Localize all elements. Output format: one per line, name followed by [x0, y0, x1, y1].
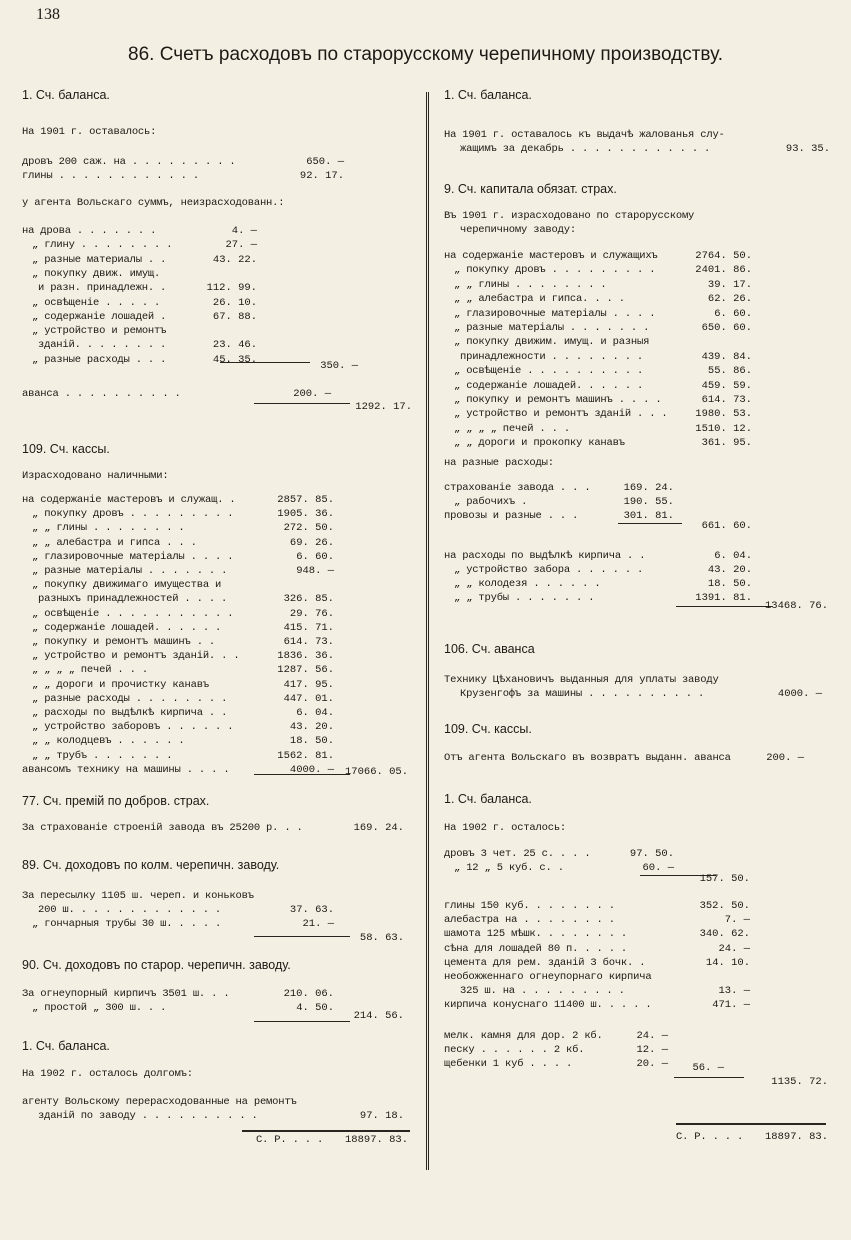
ledger-label: „ „ „ „ печей . . . — [32, 664, 148, 677]
section-intro: Израсходовано наличными: — [22, 470, 169, 482]
ledger-amount: 7. — — [724, 914, 750, 927]
sum-label: С. Р. . . . — [256, 1134, 324, 1146]
ledger-label: „ „ колодцевъ . . . . . . — [32, 735, 185, 748]
ledger-label: Технику Цѣхановичъ выданныя для уплаты заводу — [444, 674, 719, 686]
ledger-amount: 67. 88. — [212, 310, 257, 323]
ledger-amount: 1510. 12. — [695, 422, 752, 435]
ledger-amount: 55. 86. — [707, 365, 752, 378]
section-heading: 109. Сч. кассы. — [444, 722, 532, 736]
ledger-label: „ „ трубъ . . . . . . . — [32, 749, 173, 762]
ledger-label: алебастра на . . . . . . . . — [444, 914, 615, 927]
ledger-label: разныхъ принадлежностей . . . . — [38, 593, 228, 606]
ledger-label: „ рабочихъ . — [454, 496, 528, 508]
sum-label: С. Р. . . . — [676, 1131, 744, 1143]
ledger-label: „ „ алебастра и гипса. . . . — [454, 293, 625, 306]
sum-rule — [242, 1130, 410, 1132]
ledger-amount: 326. 85. — [283, 593, 334, 606]
subtotal-rule — [674, 1077, 744, 1078]
ledger-label: „ „ трубы . . . . . . . — [454, 592, 595, 604]
ledger-label: глины 150 куб. . . . . . . . — [444, 900, 615, 912]
ledger-amount: 650. 60. — [701, 322, 752, 334]
ledger-label: „ разные расходы . . . — [32, 353, 167, 366]
section-heading: 109. Сч. кассы. — [22, 442, 110, 456]
ledger-label: цемента для рем. зданій 3 бочк. . — [444, 956, 646, 969]
ledger-amount: 4. — — [231, 225, 257, 237]
ledger-label: За пересылку 1105 ш. череп. и коньковъ — [22, 890, 254, 902]
ledger-amount: 650. — — [306, 156, 344, 168]
ledger-label: „ глазировочные матеріалы . . . . — [32, 550, 234, 563]
ledger-amount: 18. 50. — [289, 735, 334, 748]
ledger-amount: 361. 95. — [701, 437, 752, 450]
section-intro: Въ 1901 г. израсходовано по старорусскому — [444, 210, 695, 222]
ledger-label: „ освѣщеніе . . . . . . . . . . . — [32, 607, 234, 620]
ledger-label: „ покупку дровъ . . . . . . . . . — [454, 264, 656, 277]
section-intro: на разные расходы: — [444, 457, 554, 469]
ledger-label: на содержаніе мастеровъ и служащ. . — [22, 494, 236, 506]
ledger-amount: 93. 35. — [785, 143, 830, 155]
ledger-label: „ устройство и ремонтъ зданій . . . — [454, 408, 668, 421]
ledger-amount: 92. 17. — [299, 170, 344, 182]
ledger-label: „ покупку дровъ . . . . . . . . . — [32, 508, 234, 521]
section-total: 17066. 05. — [344, 766, 408, 778]
sum-rule — [676, 1123, 826, 1125]
ledger-amount: 439. 84. — [701, 350, 752, 363]
section-heading: 1. Сч. баланса. — [22, 88, 110, 102]
ledger-label: сѣна для лошадей 80 п. . . . . — [444, 942, 628, 955]
section-total: 1135. 72. — [771, 1076, 828, 1088]
section-total: 214. 56. — [353, 1010, 404, 1022]
section-heading: 89. Сч. доходовъ по колм. черепичн. заводу. — [22, 858, 280, 872]
ledger-amount: 60. — — [642, 862, 674, 874]
section-intro: черепичному заводу: — [460, 224, 576, 236]
ledger-amount: 43. 20. — [707, 564, 752, 576]
ledger-label: провозы и разные . . . — [444, 510, 579, 522]
ledger-label: на дрова . . . . . . . — [22, 225, 157, 237]
ledger-label: Крузенгофъ за машины . . . . . . . . . . — [460, 688, 705, 700]
ledger-amount: 169. 24. — [353, 822, 404, 834]
ledger-amount: 415. 71. — [283, 621, 334, 634]
ledger-label: зданій по заводу . . . . . . . . . . — [38, 1110, 258, 1122]
ledger-label: „ расходы по выдѣлкѣ кирпича . . — [32, 707, 228, 719]
ledger-amount: 614. 73. — [283, 636, 334, 648]
ledger-amount: 6. 04. — [296, 707, 334, 719]
ledger-label: За огнеупорный кирпичъ 3501 ш. . . — [22, 988, 230, 1000]
ledger-amount: 169. 24. — [623, 482, 674, 494]
ledger-label: щебенки 1 куб . . . . — [444, 1058, 573, 1070]
ledger-amount: 4000. — — [289, 763, 334, 776]
ledger-label: „ „ глины . . . . . . . . — [454, 278, 607, 291]
ledger-label: Отъ агента Вольскаго въ возвратъ выданн. аванса — [444, 752, 731, 764]
ledger-amount: 6. 60. — [296, 550, 334, 563]
ledger-label: „ „ колодезя . . . . . . — [454, 578, 601, 590]
ledger-amount: 14. 10. — [705, 956, 750, 969]
ledger-label: „ гончарныя трубы 30 ш. . . . . — [32, 918, 222, 930]
ledger-amount: 614. 73. — [701, 394, 752, 406]
ledger-label: „ разные материалы . . — [32, 253, 167, 266]
ledger-label: глины . . . . . . . . . . . . — [22, 170, 199, 182]
ledger-amount: 2857. 85. — [277, 494, 334, 506]
ledger-amount: 352. 50. — [699, 900, 750, 912]
ledger-amount: 112. 99. — [206, 282, 257, 295]
ledger-label: „ „ глины . . . . . . . . — [32, 522, 185, 535]
ledger-amount: 24. — — [636, 1030, 668, 1042]
ledger-label: „ „ дороги и прочистку канавъ — [32, 678, 209, 691]
ledger-label: „ устройство и ремонтъ — [32, 325, 167, 338]
section-heading: 1. Сч. баланса. — [444, 792, 532, 806]
ledger-amount: 69. 26. — [289, 536, 334, 549]
ledger-amount: 1287. 56. — [277, 664, 334, 677]
ledger-amount: 6. 60. — [714, 307, 752, 320]
ledger-amount: 20. — — [636, 1058, 668, 1070]
ledger-label: агенту Вольскому перерасходованные на ремонтъ — [22, 1096, 297, 1108]
ledger-label: на содержаніе мастеровъ и служащихъ — [444, 250, 658, 262]
ledger-label: За страхованіе строеній завода въ 25200 р. . . — [22, 822, 303, 834]
section-heading: 106. Сч. аванса — [444, 642, 535, 656]
total-rule — [676, 606, 772, 607]
ledger-amount: 4000. — — [777, 688, 822, 700]
total-rule — [254, 1021, 350, 1022]
ledger-label: „ разные расходы . . . . . . . . — [32, 692, 228, 705]
ledger-label: „ глину . . . . . . . . — [32, 239, 173, 252]
ledger-label: На 1901 г. оставалось къ выдачѣ жалованья слу- — [444, 129, 725, 141]
section-heading: 1. Сч. баланса. — [22, 1039, 110, 1053]
ledger-amount: 272. 50. — [283, 522, 334, 535]
ledger-label: кирпича конуснаго 11400 ш. . . . . — [444, 999, 652, 1012]
ledger-amount: 26. 10. — [212, 296, 257, 309]
ledger-label: 325 ш. на . . . . . . . . . — [460, 985, 625, 998]
ledger-amount: 43. 22. — [212, 253, 257, 266]
ledger-label: шамота 125 мѣшк. . . . . . . . — [444, 928, 628, 941]
ledger-label: жащимъ за декабрь . . . . . . . . . . . . — [460, 143, 711, 155]
ledger-label: „ содержаніе лошадей . — [32, 310, 167, 323]
ledger-label: „ освѣщеніе . . . . . . . . . . — [454, 365, 644, 378]
ledger-label: „ простой „ 300 ш. . . — [32, 1002, 167, 1014]
ledger-label: „ устройство заборовъ . . . . . . — [32, 721, 234, 734]
ledger-amount: 45. 35. — [212, 353, 257, 366]
total-rule — [254, 403, 350, 404]
ledger-amount: 1836. 36. — [277, 650, 334, 663]
ledger-label: аванса . . . . . . . . . . — [22, 388, 181, 400]
section-total: 13468. 76. — [764, 600, 828, 612]
ledger-amount: 1391. 81. — [695, 592, 752, 604]
ledger-amount: 301. 81. — [623, 510, 674, 522]
ledger-label: „ освѣщеніе . . . . . — [32, 296, 161, 309]
ledger-label: „ содержаніе лошадей. . . . . . — [454, 379, 644, 392]
ledger-amount: 1562. 81. — [277, 749, 334, 762]
ledger-label: и разн. принадлежн. . — [38, 282, 167, 295]
ledger-amount: 39. 17. — [707, 278, 752, 291]
ledger-label: „ разные матеріалы . . . . . . . — [32, 565, 228, 577]
ledger-amount: 459. 59. — [701, 379, 752, 392]
ledger-amount: 24. — — [718, 942, 750, 955]
section-heading: 90. Сч. доходовъ по старор. черепичн. заводу. — [22, 958, 291, 972]
ledger-amount: 2764. 50. — [695, 250, 752, 262]
ledger-amount: 200. — — [766, 752, 804, 764]
ledger-label: дровъ 3 чет. 25 с. . . . — [444, 848, 591, 860]
page-title: 86. Счетъ расходовъ по старорусскому черепичному производству. — [128, 44, 723, 65]
column-divider — [426, 92, 429, 1170]
ledger-label: „ 12 „ 5 куб. с. . — [454, 862, 564, 874]
ledger-label: зданій. . . . . . . . — [38, 339, 167, 352]
section-intro: На 1902 г. осталось: — [444, 822, 567, 834]
ledger-amount: 471. — — [712, 999, 750, 1012]
ledger-label: „ устройство и ремонтъ зданій. . . — [32, 650, 240, 663]
ledger-amount: 13. — — [718, 985, 750, 998]
section-total: 1292. 17. — [355, 401, 412, 413]
section-total: 58. 63. — [359, 932, 404, 944]
ledger-label: „ устройство забора . . . . . . — [454, 564, 644, 576]
ledger-amount: 37. 63. — [289, 904, 334, 916]
subtotal-amount: 157. 50. — [699, 873, 750, 885]
ledger-amount: 97. 18. — [359, 1110, 404, 1122]
ledger-amount: 417. 95. — [283, 678, 334, 691]
section-heading: 77. Сч. премій по добров. страх. — [22, 794, 210, 808]
ledger-amount: 2401. 86. — [695, 264, 752, 277]
ledger-amount: 6. 04. — [714, 550, 752, 562]
sum-total: 18897. 83. — [344, 1134, 408, 1146]
ledger-label: необожженнаго огнеупорнаго кирпича — [444, 971, 652, 983]
ledger-label: 200 ш. . . . . . . . . . . . . — [38, 904, 222, 916]
ledger-amount: 12. — — [636, 1044, 668, 1056]
total-rule — [254, 936, 350, 937]
ledger-amount: 18. 50. — [707, 578, 752, 590]
ledger-amount: 1980. 53. — [695, 408, 752, 421]
subtotal-amount: 661. 60. — [701, 520, 752, 532]
ledger-amount: 948. — — [296, 565, 334, 577]
ledger-amount: 1905. 36. — [277, 508, 334, 521]
ledger-label: „ „ алебастра и гипса . . . — [32, 536, 197, 549]
ledger-label: авансомъ технику на машины . . . . — [22, 763, 230, 776]
subtotal-amount: 350. — — [320, 360, 358, 372]
ledger-label: „ „ „ „ печей . . . — [454, 422, 570, 435]
ledger-label: страхованіе завода . . . — [444, 482, 591, 494]
ledger-label: „ разные матеріалы . . . . . . . — [454, 322, 650, 334]
ledger-amount: 43. 20. — [289, 721, 334, 734]
ledger-amount: 29. 76. — [289, 607, 334, 620]
ledger-label: „ глазировочные матеріалы . . . . — [454, 307, 656, 320]
ledger-label: „ покупку движ. имущ. — [32, 267, 161, 280]
page-number: 138 — [36, 6, 60, 23]
ledger-label: „ покупку и ремонтъ машинъ . . — [32, 636, 216, 648]
section-heading: 9. Сч. капитала обязат. страх. — [444, 182, 617, 196]
ledger-label: „ покупку движимаго имущества и — [32, 579, 222, 592]
ledger-label: „ покупку и ремонтъ машинъ . . . . — [454, 394, 662, 406]
ledger-amount: 97. 50. — [629, 848, 674, 860]
ledger-label: „ содержаніе лошадей. . . . . . — [32, 621, 222, 634]
ledger-amount: 340. 62. — [699, 928, 750, 941]
ledger-amount: 21. — — [302, 918, 334, 930]
section-intro: у агента Вольскаго суммъ, неизрасходованн.: — [22, 197, 285, 209]
sum-total: 18897. 83. — [764, 1131, 828, 1143]
ledger-amount: 4. 50. — [296, 1002, 334, 1014]
ledger-amount: 23. 46. — [212, 339, 257, 352]
ledger-label: принадлежности . . . . . . . . — [460, 350, 644, 363]
subtotal-rule — [618, 523, 682, 524]
ledger-amount: 447. 01. — [283, 692, 334, 705]
ledger-label: „ „ дороги и прокопку канавъ — [454, 437, 625, 450]
section-intro: На 1902 г. осталось долгомъ: — [22, 1068, 193, 1080]
subtotal-amount: 56. — — [692, 1062, 724, 1074]
section-intro: На 1901 г. оставалось: — [22, 126, 157, 138]
ledger-amount: 62. 26. — [707, 293, 752, 306]
ledger-label: мелк. камня для дор. 2 кб. — [444, 1030, 603, 1042]
ledger-amount: 190. 55. — [623, 496, 674, 508]
ledger-label: „ покупку движим. имущ. и разныя — [454, 336, 650, 349]
ledger-amount: 210. 06. — [283, 988, 334, 1000]
ledger-label: песку . . . . . . 2 кб. — [444, 1044, 585, 1056]
section-heading: 1. Сч. баланса. — [444, 88, 532, 102]
ledger-amount: 27. — — [225, 239, 257, 252]
ledger-amount: 200. — — [293, 388, 331, 400]
ledger-label: дровъ 200 саж. на . . . . . . . . . — [22, 156, 236, 168]
ledger-label: на расходы по выдѣлкѣ кирпича . . — [444, 550, 646, 562]
